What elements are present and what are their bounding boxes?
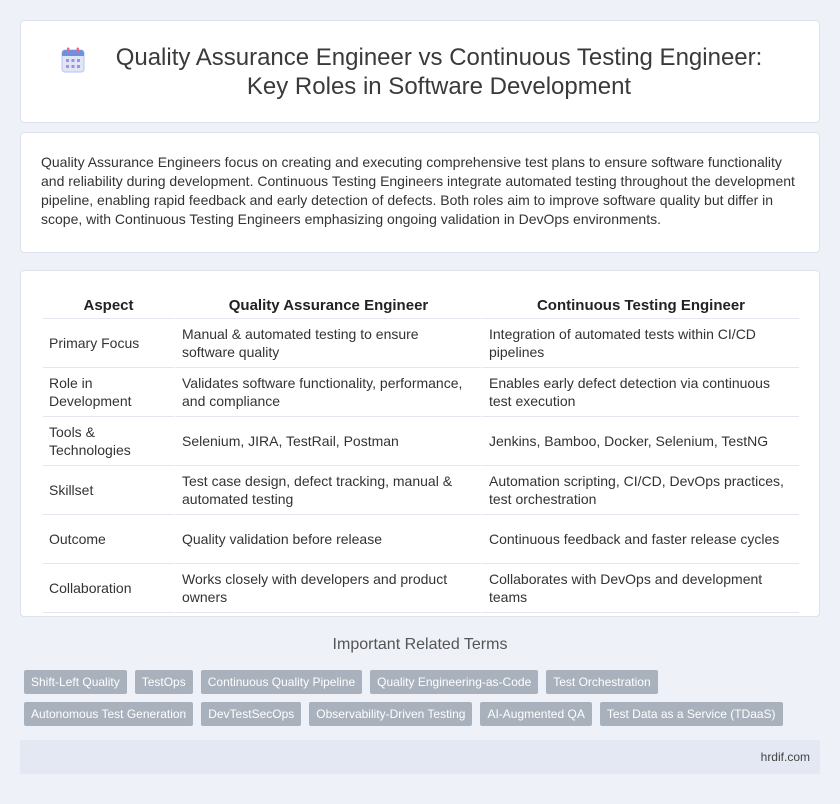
tag-ai-augmented-qa[interactable]: AI-Augmented QA [480,702,591,726]
tag-row [24,670,824,694]
table-row [43,319,799,368]
row-ct-value: Jenkins, Bamboo, Docker, Selenium, TestNG [481,417,799,466]
table-header-row [43,295,799,319]
tag-observability-driven-testing[interactable]: Observability-Driven Testing [309,702,472,726]
row-qa-value: Test case design, defect tracking, manual & automated testing [174,466,481,515]
tag-test-orchestration[interactable]: Test Orchestration [546,670,657,694]
table-row [43,515,799,564]
tag-testops[interactable]: TestOps [135,670,193,694]
title-card [20,20,820,123]
tag-row [24,702,824,726]
footer-site-link[interactable]: hrdif.com [760,750,810,764]
table-row [43,368,799,417]
row-qa-value: Works closely with developers and product owners [174,564,481,613]
comparison-table [43,295,799,613]
header-qa-engineer: Quality Assurance Engineer [174,295,481,319]
row-aspect: Primary Focus [43,319,174,368]
row-aspect: Collaboration [43,564,174,613]
row-aspect: Role in Development [43,368,174,417]
intro-text: Quality Assurance Engineers focus on creating and executing comprehensive test plans to ensure software functionality and reliability during development. Continuous Testing Engineers integrate automated testing throughout the development pipeline, enabling rapid feedback and early detection of defects. Both roles aim to improve software quality but differ in scope, with Continuous Testing Engineers emphasizing ongoing validation in DevOps environments. [41,154,795,227]
related-terms [24,670,824,734]
header-aspect: Aspect [43,295,174,319]
tag-autonomous-test-generation[interactable]: Autonomous Test Generation [24,702,193,726]
tag-test-data-as-a-service[interactable]: Test Data as a Service (TDaaS) [600,702,783,726]
table-row [43,417,799,466]
related-terms-title: Important Related Terms [332,636,508,653]
comparison-card [20,270,820,617]
row-aspect: Skillset [43,466,174,515]
tag-continuous-quality-pipeline[interactable]: Continuous Quality Pipeline [201,670,362,694]
row-qa-value: Manual & automated testing to ensure software quality [174,319,481,368]
row-qa-value: Selenium, JIRA, TestRail, Postman [174,417,481,466]
row-qa-value: Quality validation before release [174,515,481,564]
row-ct-value: Enables early defect detection via continuous test execution [481,368,799,417]
page-title: Quality Assurance Engineer vs Continuous Testing Engineer: Key Roles in Software Development [115,43,763,100]
row-ct-value: Collaborates with DevOps and development teams [481,564,799,613]
table-row [43,564,799,613]
row-aspect: Outcome [43,515,174,564]
tag-quality-engineering-as-code[interactable]: Quality Engineering-as-Code [370,670,538,694]
calendar-icon [61,47,85,73]
row-aspect: Tools & Technologies [43,417,174,466]
intro-card [20,132,820,253]
row-ct-value: Continuous feedback and faster release cycles [481,515,799,564]
table-row [43,466,799,515]
title-wrap [61,43,779,101]
tag-devtestsecops[interactable]: DevTestSecOps [201,702,301,726]
header-ct-engineer: Continuous Testing Engineer [481,295,799,319]
row-ct-value: Integration of automated tests within CI/CD pipelines [481,319,799,368]
row-qa-value: Validates software functionality, performance, and compliance [174,368,481,417]
row-ct-value: Automation scripting, CI/CD, DevOps practices, test orchestration [481,466,799,515]
footer [20,740,820,774]
tag-shift-left-quality[interactable]: Shift-Left Quality [24,670,127,694]
